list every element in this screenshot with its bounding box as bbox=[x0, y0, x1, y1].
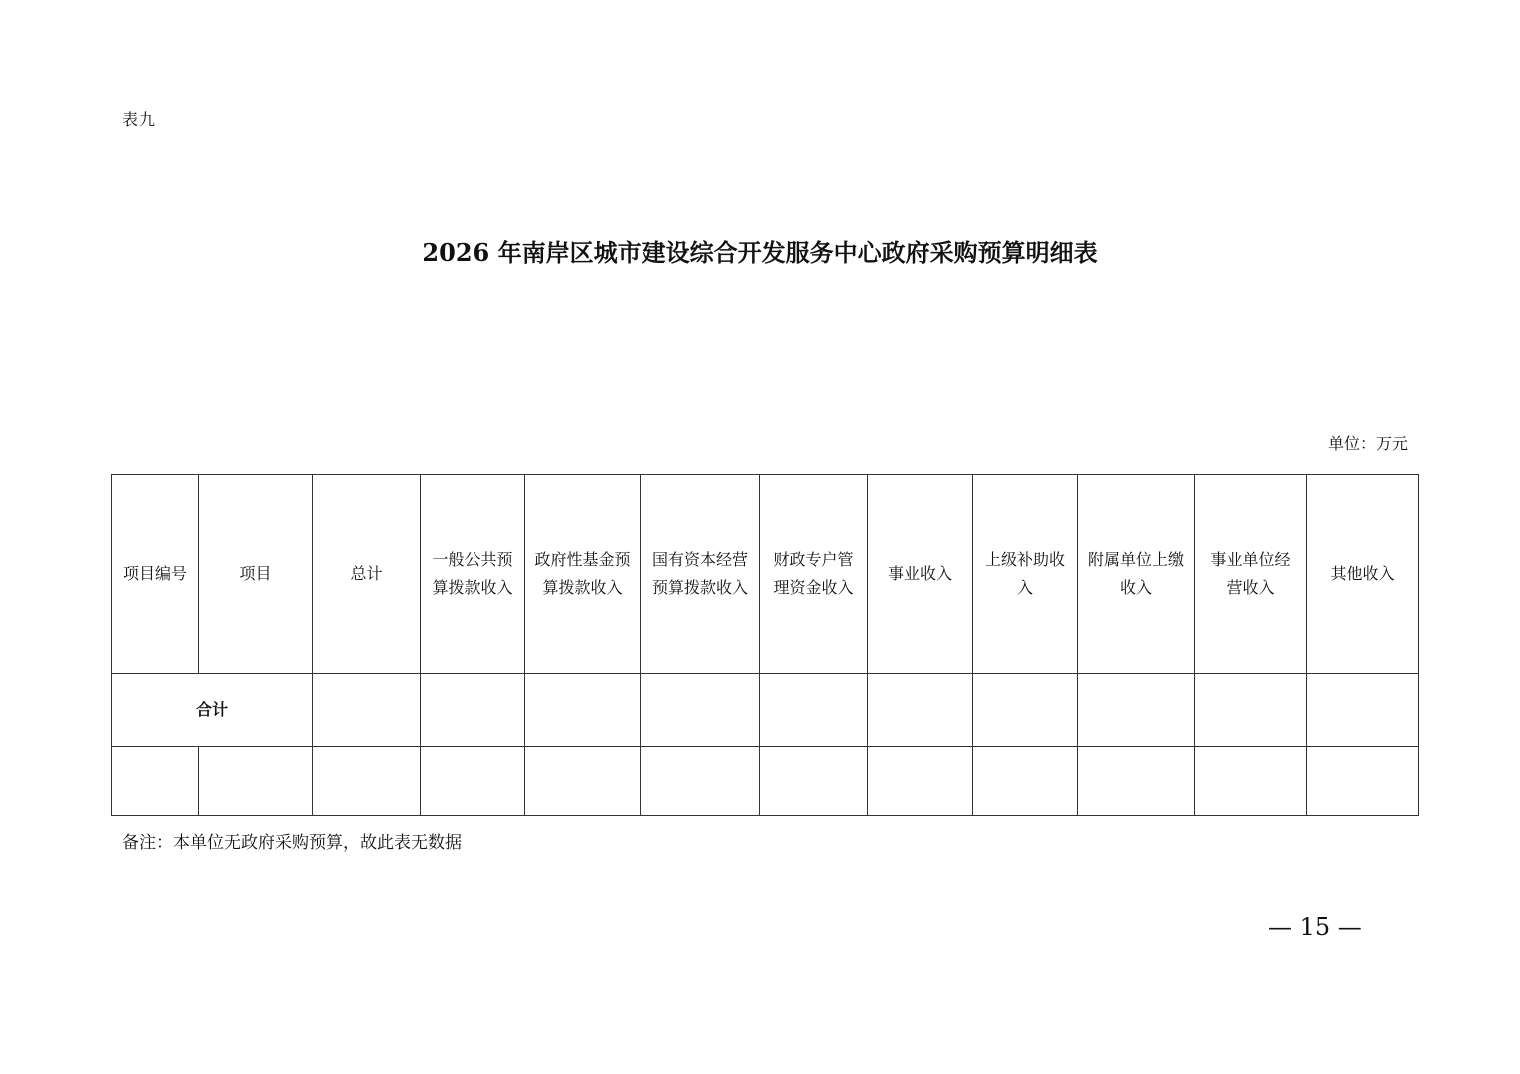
table-cell bbox=[760, 674, 868, 747]
header-cell: 国有资本经营预算拨款收入 bbox=[641, 475, 760, 674]
table-cell bbox=[313, 747, 421, 816]
page-number: — 15 — bbox=[1268, 913, 1362, 941]
header-cell: 总计 bbox=[313, 475, 421, 674]
header-cell: 项目 bbox=[199, 475, 313, 674]
header-cell: 政府性基金预算拨款收入 bbox=[525, 475, 641, 674]
header-cell: 附属单位上缴收入 bbox=[1078, 475, 1195, 674]
table-cell bbox=[641, 674, 760, 747]
table-cell bbox=[421, 747, 525, 816]
table-row bbox=[112, 747, 1419, 816]
header-cell: 财政专户管理资金收入 bbox=[760, 475, 868, 674]
table-cell bbox=[313, 674, 421, 747]
table-cell bbox=[973, 674, 1078, 747]
table-cell bbox=[868, 674, 973, 747]
table-cell bbox=[525, 747, 641, 816]
table-cell bbox=[1307, 747, 1419, 816]
table-cell bbox=[760, 747, 868, 816]
page-title: 2026 年南岸区城市建设综合开发服务中心政府采购预算明细表 bbox=[422, 238, 1098, 267]
table-cell bbox=[1078, 747, 1195, 816]
table-cell bbox=[1307, 674, 1419, 747]
table-cell bbox=[199, 747, 313, 816]
header-cell: 上级补助收入 bbox=[973, 475, 1078, 674]
header-cell: 项目编号 bbox=[112, 475, 199, 674]
table-cell bbox=[641, 747, 760, 816]
total-row bbox=[112, 674, 1419, 747]
table-cell bbox=[1078, 674, 1195, 747]
procurement-budget-table bbox=[111, 474, 1419, 816]
table-cell bbox=[421, 674, 525, 747]
table-cell bbox=[973, 747, 1078, 816]
table-cell bbox=[1195, 747, 1307, 816]
header-cell: 事业单位经营收入 bbox=[1195, 475, 1307, 674]
table-cell bbox=[112, 747, 199, 816]
table-cell bbox=[868, 747, 973, 816]
header-cell: 其他收入 bbox=[1307, 475, 1419, 674]
table-header-row bbox=[112, 475, 1419, 674]
table-cell bbox=[525, 674, 641, 747]
unit-label: 单位：万元 bbox=[1327, 434, 1408, 453]
table-cell bbox=[1195, 674, 1307, 747]
total-label: 合计 bbox=[112, 674, 313, 747]
footnote: 备注：本单位无政府采购预算，故此表无数据 bbox=[122, 833, 462, 853]
table-number-label: 表九 bbox=[122, 110, 157, 129]
header-cell: 事业收入 bbox=[868, 475, 973, 674]
header-cell: 一般公共预算拨款收入 bbox=[421, 475, 525, 674]
